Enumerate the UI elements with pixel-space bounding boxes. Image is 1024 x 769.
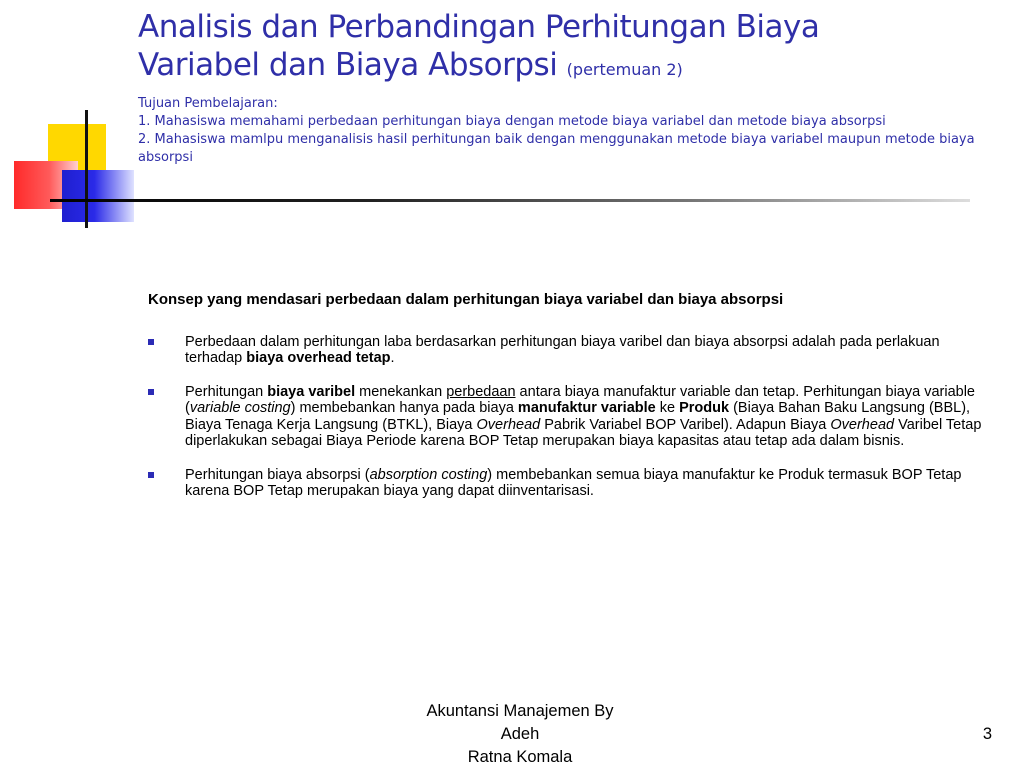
decor-vertical-line [85,110,88,228]
learning-objectives [138,95,998,167]
content-heading: Konsep yang mendasari perbedaan dalam perhitungan biaya variabel dan biaya absorpsi [148,291,784,308]
title-line-2: Variabel dan Biaya Absorpsi [138,47,558,83]
slide-title [138,8,998,89]
objectives-heading: Tujuan Pembelajaran: [138,96,278,111]
footer-author [420,700,620,769]
decor-blue-square [62,170,134,222]
footer-line-1: Akuntansi Manajemen By Adeh [426,702,614,743]
objective-item-1: 1. Mahasiswa memahami perbedaan perhitungan biaya dengan metode biaya variabel dan metode biaya absorpsi [138,114,886,129]
objective-item-2: 2. Mahasiswa mamlpu menganalisis hasil perhitungan baik dengan menggunakan metode biaya variabel maupun metode biaya absorpsi [138,132,975,165]
bullet-item-2: Perhitungan biaya varibel menekankan perbedaan antara biaya manufaktur variable dan tetap. Perhitungan biaya variable (variable costing) membebankan hanya pada biaya manufaktur variable ke Produk (Biaya Bahan Baku Langsung (BBL), Biaya Tenaga Kerja Langsung (BTKL), Biaya Overhead Pabrik Variabel BOP Varibel). Adapun Biaya Overhead Varibel Tetap diperlakukan sebagai Biaya Periode karena BOP Tetap merupakan biaya kapasitas atau tetap ada dalam bisnis. [148,384,998,450]
bullet-item-3: Perhitungan biaya absorpsi (absorption costing) membebankan semua biaya manufaktur ke Produk termasuk BOP Tetap karena BOP Tetap merupakan biaya yang dapat diinventarisasi. [148,467,998,500]
title-divider-line [50,199,970,202]
bullet-item-1: Perbedaan dalam perhitungan laba berdasarkan perhitungan biaya varibel dan biaya absorpsi adalah pada perlakuan terhadap biaya overhead tetap. [148,334,998,367]
page-number: 3 [982,725,992,743]
square-bullet-icon [148,389,154,395]
slide-title-block [138,8,998,167]
square-bullet-icon [148,472,154,478]
title-subtitle: (pertemuan 2) [566,60,683,79]
footer-line-2: Ratna Komala [467,748,573,766]
bullet-list [148,334,998,500]
square-bullet-icon [148,339,154,345]
title-line-1: Analisis dan Perbandingan Perhitungan Biaya [138,9,820,45]
slide-content [148,292,998,517]
